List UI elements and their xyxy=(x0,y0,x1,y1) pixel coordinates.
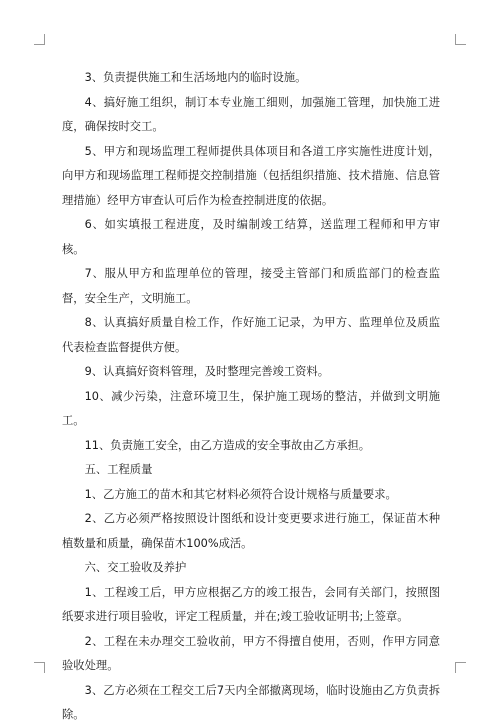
section-heading: 五、工程质量 xyxy=(84,463,153,476)
corner-mark-bottom-left xyxy=(34,662,45,673)
corner-mark-top-right xyxy=(455,34,466,45)
paragraph: 8、认真搞好质量自检工作，作好施工记录，为甲方、监理单位及质监代表检查监督提供方便。 xyxy=(62,316,440,354)
section-heading: 六、交工验收及养护 xyxy=(84,561,187,574)
paragraph: 4、搞好施工组织，制订本专业施工细则，加强施工管理，加快施工进度，确保按时交工。 xyxy=(62,95,440,133)
paragraph: 6、如实填报工程进度，及时编制竣工结算，送监理工程师和甲方审核。 xyxy=(62,218,440,256)
paragraph: 2、工程在未办理交工验收前，甲方不得擅自使用，否则，作甲方同意验收处理。 xyxy=(62,634,440,672)
corner-mark-top-left xyxy=(34,34,45,45)
document-body xyxy=(62,66,440,728)
paragraph: 9、认真搞好资料管理，及时整理完善竣工资料。 xyxy=(84,365,330,378)
paragraph: 10、减少污染，注意环境卫生，保护施工现场的整洁，并做到文明施工。 xyxy=(62,389,440,427)
paragraph: 1、工程竣工后，甲方应根据乙方的竣工报告，会同有关部门，按照图纸要求进行项目验收，评定工程质量，并在;竣工验收证明书;上签章。 xyxy=(62,585,440,623)
paragraph: 2、乙方必须严格按照设计图纸和设计变更要求进行施工，保证苗木种植数量和质量，确保苗木100%成活。 xyxy=(62,512,440,550)
paragraph: 1、乙方施工的苗木和其它材料必须符合设计规格与质量要求。 xyxy=(84,487,397,501)
paragraph: 7、服从甲方和监理单位的管理，接受主管部门和质监部门的检查监督，安全生产，文明施工。 xyxy=(62,267,440,305)
corner-mark-bottom-right xyxy=(455,662,466,673)
paragraph: 3、乙方必须在工程交工后7天内全部撤离现场，临时设施由乙方负责拆除。 xyxy=(62,683,440,721)
paragraph: 5、甲方和现场监理工程师提供具体项目和各道工序实施性进度计划，向甲方和现场监理工程师提交控制措施（包括组织措施、技术措施、信息管理措施）经甲方审查认可后作为检查控制进度的依据。 xyxy=(62,144,440,207)
paragraph: 11、负责施工安全，由乙方造成的安全事故由乙方承担。 xyxy=(84,438,371,452)
paragraph: 3、负责提供施工和生活场地内的临时设施。 xyxy=(84,71,307,84)
